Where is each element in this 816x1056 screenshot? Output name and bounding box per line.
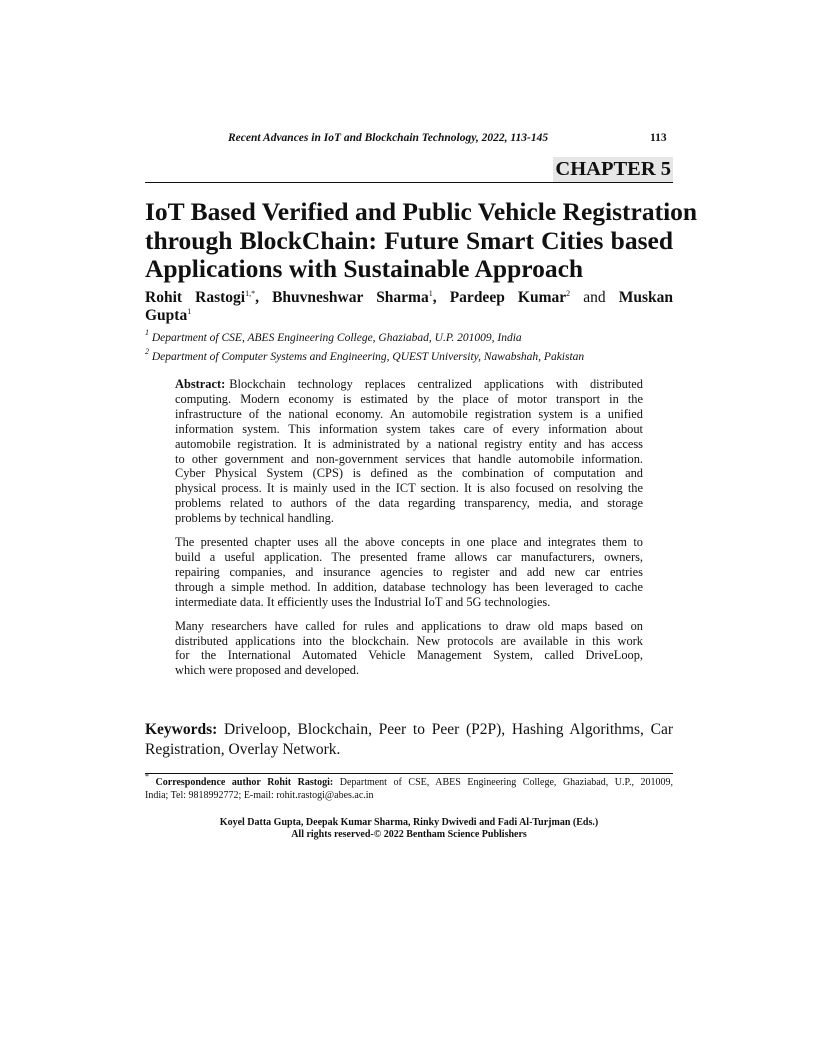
abstract-line: automobile registration. It is administrated by a national registry entity and has access [175, 436, 643, 451]
chapter-label: CHAPTER 5 [555, 158, 671, 180]
editors-credit [145, 817, 673, 841]
aff-text: Department of Computer Systems and Engineering, QUEST University, Nawabshah, Pakistan [149, 351, 585, 363]
keywords-text: Registration, Overlay Network. [145, 740, 341, 758]
abstract-line: problems by technical handling. [175, 511, 334, 526]
title-line: through BlockChain: Future Smart Cities based [145, 225, 673, 255]
abstract-line: distributed applications into the blockchain. New protocols are available in this work [175, 633, 643, 648]
abstract-line: physical process. It is mainly used in the ICT section. It is also focused on resolving the [175, 481, 643, 496]
abstract [175, 377, 643, 687]
keywords-text: Driveloop, Blockchain, Peer to Peer (P2P), Hashing Algorithms, Car [217, 721, 673, 738]
chapter-title [145, 197, 698, 284]
aff-sup: 2 [145, 347, 149, 356]
keywords [145, 720, 673, 759]
journal-details: , 2022, 113-145 [475, 132, 549, 144]
separator: and [570, 289, 619, 306]
footnote-rule [145, 773, 673, 774]
author-sup: 2 [566, 289, 571, 298]
abstract-line: infrastructure of the national economy. An automobile registration system is a unified [175, 406, 643, 421]
affiliation [145, 328, 522, 345]
abstract-line: build a useful application. The presented frame allows car manufacturers, owners, [175, 549, 643, 564]
abstract-line: information system. This information system takes care of every information about [175, 421, 643, 436]
header-rule [145, 182, 673, 183]
abstract-line: through a simple method. In addition, database technology has been leveraged to cache [175, 579, 643, 594]
copyright-line: All rights reserved-© 2022 Bentham Science Publishers [291, 829, 527, 840]
abstract-line: The presented chapter uses all the above concepts in one place and integrates them to [175, 535, 643, 550]
footnote-text: Department of CSE, ABES Engineering College, Ghaziabad, U.P., 201009, [333, 777, 673, 788]
abstract-label: Abstract: [175, 377, 226, 391]
abstract-line: repairing companies, and insurance agencies to register and add new car entries [175, 564, 643, 579]
footnote-label: Correspondence author Rohit Rastogi: [149, 777, 334, 788]
abstract-line: Many researchers have called for rules and applications to draw old maps based on [175, 618, 643, 633]
separator: , [432, 289, 450, 306]
author-name: Muskan [618, 289, 674, 306]
abstract-line: computing. Modern economy is estimated by the place of motor transport in the [175, 391, 643, 406]
affiliation [145, 347, 585, 364]
keywords-label: Keywords: [145, 721, 218, 738]
abstract-line [175, 377, 643, 392]
abstract-line: to other government and non-government services that handle automobile information. [175, 451, 643, 466]
footnote [145, 772, 673, 802]
author-sup: 1 [187, 307, 192, 316]
separator: , [255, 289, 273, 306]
author-name: Pardeep Kumar [449, 289, 567, 306]
aff-sup: 1 [145, 328, 149, 337]
running-header [228, 131, 548, 145]
abstract-line: which were proposed and developed. [175, 663, 360, 678]
abstract-paragraph [175, 535, 643, 610]
abstract-text: Blockchain technology replaces centralized applications with distributed [229, 377, 643, 391]
author-sup: 1 [428, 289, 433, 298]
footnote-text: India; Tel: 9818992772; E-mail: rohit.rastogi@abes.ac.in [145, 789, 374, 801]
title-line: IoT Based Verified and Public Vehicle Registration [145, 197, 698, 226]
author-name: Bhuvneshwar Sharma [272, 289, 429, 306]
abstract-line: Cyber Physical System (CPS) is defined as the combination of computation and [175, 466, 643, 481]
author-sup: 1,* [245, 289, 256, 298]
abstract-line: intermediate data. It efficiently uses the Industrial IoT and 5G technologies. [175, 594, 551, 609]
aff-text: Department of CSE, ABES Engineering College, Ghaziabad, U.P. 201009, India [149, 332, 522, 344]
abstract-line: problems related to authors of the data regarding transparency, media, and storage [175, 496, 643, 511]
footnote-sup: * [145, 772, 149, 781]
abstract-paragraph [175, 377, 643, 526]
author-list [145, 289, 673, 325]
abstract-line: for the International Automated Vehicle Management System, called DriveLoop, [175, 648, 643, 663]
title-line: Applications with Sustainable Approach [145, 254, 584, 283]
editors-line: Koyel Datta Gupta, Deepak Kumar Sharma, Rinky Dwivedi and Fadi Al-Turjman (Eds.) [219, 817, 599, 828]
journal-title: Recent Advances in IoT and Blockchain Technology [228, 132, 476, 144]
page-number: 113 [650, 132, 667, 144]
author-name-cont: Gupta [145, 307, 188, 324]
author-name: Rohit Rastogi [145, 289, 246, 306]
abstract-paragraph [175, 619, 643, 679]
